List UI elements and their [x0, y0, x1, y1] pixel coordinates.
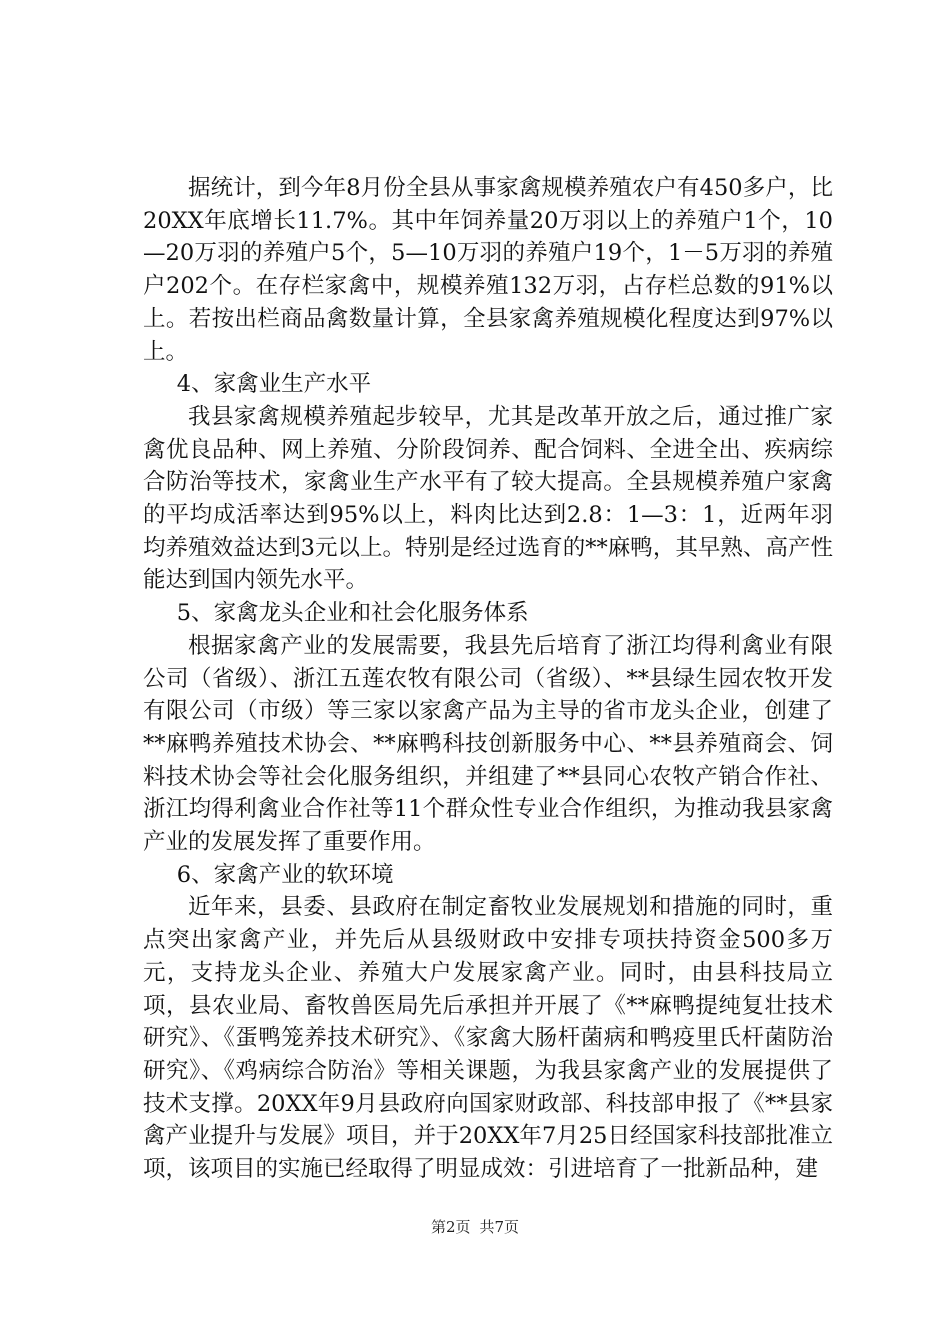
page-number-current: 第2页	[430, 1218, 471, 1236]
section-heading-soft-environment: 6、家禽产业的软环境	[176, 861, 394, 888]
document-body	[143, 172, 833, 1186]
section-heading-production-level: 4、家禽业生产水平	[176, 371, 372, 398]
paragraph-production-level: 我县家禽规模养殖起步较早，尤其是改革开放之后，通过推广家禽优良品种、网上养殖、分阶段饲养、配合饲料、全进全出、疾病综合防治等技术，家禽业生产水平有了较大提高。全县规模养殖户家禽的平均成活率达到95%以上，料肉比达到2.8：1—3：1，近两年羽均养殖效益达到3元以上。特别是经过选育的**麻鸭，其早熟、高产性能达到国内领先水平。	[143, 403, 833, 594]
paragraph-soft-environment: 近年来，县委、县政府在制定畜牧业发展规划和措施的同时，重点突出家禽产业，并先后从县级财政中安排专项扶持资金500多万元，支持龙头企业、养殖大户发展家禽产业。同时，由县科技局立项，县农业局、畜牧兽医局先后承担并开展了《**麻鸭提纯复壮技术研究》、《蛋鸭笼养技术研究》、《家禽大肠杆菌病和鸭疫里氏杆菌防治研究》、《鸡病综合防治》等相关课题，为我县家禽产业的发展提供了技术支撑。20XX年9月县政府向国家财政部、科技部申报了《**县家禽产业提升与发展》项目，并于20XX年7月25日经国家科技部批准立项，该项目的实施已经取得了明显成效：引进培育了一批新品种，建	[143, 894, 833, 1183]
section-heading-leading-enterprises: 5、家禽龙头企业和社会化服务体系	[176, 600, 529, 627]
paragraph-scale-statistics: 据统计，到今年8月份全县从事家禽规模养殖农户有450多户，比20XX年底增长11.7%。其中年饲养量20万羽以上的养殖户1个，10—20万羽的养殖户5个，5—10万羽的养殖户19个，1－5万羽的养殖户202个。在存栏家禽中，规模养殖132万羽，占存栏总数的91%以上。若按出栏商品禽数量计算，全县家禽养殖规模化程度达到97%以上。	[143, 175, 833, 365]
page-number-total: 共7页	[479, 1218, 520, 1236]
paragraph-leading-enterprises: 根据家禽产业的发展需要，我县先后培育了浙江均得利禽业有限公司（省级）、浙江五莲农牧有限公司（省级）、**县绿生园农牧开发有限公司（市级）等三家以家禽产品为主导的省市龙头企业，创建了**麻鸭养殖技术协会、**麻鸭科技创新服务中心、**县养殖商会、饲料技术协会等社会化服务组织，并组建了**县同心农牧产销合作社、浙江均得利禽业合作社等11个群众性专业合作组织，为推动我县家禽产业的发展发挥了重要作用。	[143, 632, 833, 856]
page-footer	[0, 1217, 950, 1237]
